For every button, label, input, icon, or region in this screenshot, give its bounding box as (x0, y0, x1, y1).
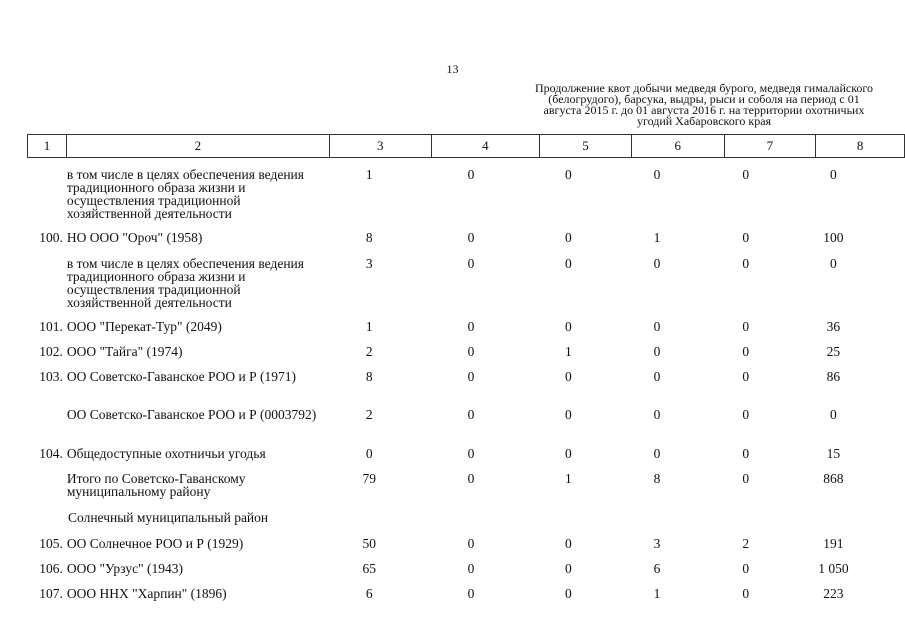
cell-value: 2 (365, 344, 373, 359)
row-name: ООО "Урзус" (1943) (66, 561, 183, 576)
cell-value: 0 (653, 446, 661, 461)
row-name: в том числе в целях обеспечения ведения традиционного образа жизни и осуществления традиционной хозяйственной деятельности (66, 256, 304, 310)
cell-value: 0 (564, 407, 572, 422)
cell-value: 223 (823, 586, 844, 601)
cell-value: 1 (564, 471, 572, 486)
column-header: 2 (66, 135, 329, 158)
cell-value: 1 (365, 319, 373, 334)
cell-value: 0 (467, 407, 475, 422)
cell-value: 0 (564, 230, 572, 245)
row-number: 102. (39, 344, 63, 359)
cell-value: 0 (467, 230, 475, 245)
cell-value: 0 (653, 167, 661, 182)
cell-value: 0 (467, 446, 475, 461)
cell-value: 6 (653, 561, 661, 576)
table-row (27, 408, 877, 447)
cell-value: 0 (830, 167, 837, 182)
cell-value: 0 (467, 167, 475, 182)
cell-value: 1 (653, 230, 661, 245)
table-row (27, 562, 877, 587)
cell-value: 1 (365, 167, 373, 182)
cell-value: 0 (467, 344, 475, 359)
row-number: 107. (39, 586, 63, 601)
row-number: 105. (39, 536, 63, 551)
cell-value: 0 (742, 446, 750, 461)
table-row (27, 345, 877, 370)
row-name: ООО "Перекат-Тур" (2049) (66, 319, 222, 334)
cell-value: 1 (564, 344, 572, 359)
cell-value: 0 (564, 369, 572, 384)
cell-value: 0 (742, 369, 750, 384)
column-header: 7 (724, 135, 816, 158)
row-number: 101. (39, 319, 63, 334)
cell-value: 65 (362, 561, 376, 576)
cell-value: 191 (823, 536, 844, 551)
cell-value: 6 (365, 586, 373, 601)
cell-value: 79 (362, 471, 376, 486)
table-row (27, 472, 877, 511)
cell-value: 15 (826, 446, 841, 461)
cell-value: 0 (742, 471, 750, 486)
row-name: ОО Солнечное РОО и Р (1929) (66, 536, 244, 551)
table-caption (528, 83, 880, 127)
cell-value: 0 (564, 167, 572, 182)
cell-value: 0 (467, 369, 475, 384)
cell-value: 0 (653, 256, 661, 271)
cell-value: 0 (653, 319, 661, 334)
section-row (27, 511, 877, 537)
cell-value: 0 (742, 407, 750, 422)
cell-value: 0 (564, 536, 572, 551)
cell-value: 0 (467, 319, 475, 334)
cell-value: 0 (830, 407, 837, 422)
cell-value: 0 (742, 561, 750, 576)
cell-value: 0 (653, 407, 661, 422)
row-number: 100. (39, 230, 63, 245)
cell-value: 3 (365, 256, 373, 271)
cell-value: 1 050 (818, 561, 849, 576)
row-name: Итого по Советско-Гаванскому муниципальному району (66, 471, 246, 499)
cell-value: 8 (365, 369, 373, 384)
cell-value: 50 (362, 536, 376, 551)
row-name: ОО Советско-Гаванское РОО и Р (1971) (66, 369, 296, 384)
row-number: 104. (39, 446, 63, 461)
table-row (27, 587, 877, 612)
cell-value: 0 (564, 561, 572, 576)
row-name: ОО Советско-Гаванское РОО и Р (0003792) (66, 407, 317, 422)
row-number (27, 408, 67, 447)
table-row (27, 257, 877, 320)
table-row (27, 370, 877, 408)
row-name: ООО "Тайга" (1974) (66, 344, 183, 359)
column-header-row (28, 135, 905, 158)
column-header: 8 (816, 135, 905, 158)
cell-value: 86 (826, 369, 841, 384)
column-header: 5 (540, 135, 632, 158)
table-row (27, 537, 877, 562)
cell-value: 0 (564, 446, 572, 461)
cell-value: 0 (742, 167, 750, 182)
row-number: 103. (39, 369, 63, 384)
cell-value: 0 (742, 344, 750, 359)
cell-value: 36 (826, 319, 841, 334)
cell-value: 100 (823, 230, 844, 245)
table-row (27, 231, 877, 257)
cell-value: 868 (823, 471, 844, 486)
column-header: 6 (631, 135, 724, 158)
cell-value: 0 (467, 471, 475, 486)
cell-value: 0 (564, 319, 572, 334)
cell-value: 0 (564, 256, 572, 271)
cell-value: 0 (830, 256, 837, 271)
column-header: 1 (28, 135, 67, 158)
column-header-table (27, 134, 905, 158)
table-row (27, 168, 877, 231)
row-name: НО ООО "Ороч" (1958) (66, 230, 203, 245)
column-header: 4 (431, 135, 540, 158)
row-number (27, 168, 67, 231)
cell-value: 25 (826, 344, 841, 359)
cell-value: 0 (467, 561, 475, 576)
cell-value: 0 (742, 586, 750, 601)
cell-value: 0 (742, 319, 750, 334)
row-name: в том числе в целях обеспечения ведения традиционного образа жизни и осуществления традиционной хозяйственной деятельности (66, 167, 304, 221)
cell-value: 0 (365, 446, 373, 461)
row-number (27, 472, 67, 511)
column-header: 3 (329, 135, 431, 158)
cell-value: 3 (653, 536, 661, 551)
cell-value: 8 (653, 471, 661, 486)
cell-value: 0 (467, 256, 475, 271)
cell-value: 2 (742, 536, 750, 551)
page-number: 13 (446, 62, 459, 76)
row-number: 106. (39, 561, 63, 576)
row-name: Общедоступные охотничьи угодья (66, 446, 266, 461)
cell-value: 0 (467, 586, 475, 601)
cell-value: 0 (564, 586, 572, 601)
cell-value: 2 (365, 407, 373, 422)
cell-value: 0 (653, 369, 661, 384)
cell-value: 8 (365, 230, 373, 245)
section-title: Солнечный муниципальный район (68, 510, 269, 525)
row-name: ООО ННХ "Харпин" (1896) (66, 586, 227, 601)
table-body (27, 168, 877, 612)
table-row (27, 447, 877, 472)
cell-value: 0 (653, 344, 661, 359)
row-number (27, 257, 67, 320)
cell-value: 0 (467, 536, 475, 551)
cell-value: 0 (742, 256, 750, 271)
table-row (27, 320, 877, 345)
cell-value: 1 (653, 586, 661, 601)
cell-value: 0 (742, 230, 750, 245)
caption-text: Продолжение квот добычи медведя бурого, медведя гималайского (белогрудого), барсука, выдры, рыси и соболя на период с 01 августа 2015 г. до 01 августа 2016 г. на территории охотничьих угодий Хабаровского края (534, 81, 874, 128)
